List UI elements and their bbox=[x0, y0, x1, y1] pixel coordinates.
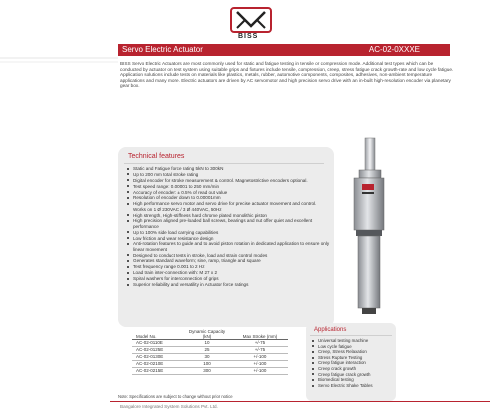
list-item: High precision aligned pre-loaded ball screws, bearings and nut offer quiet and excellent performance bbox=[126, 218, 330, 229]
divider bbox=[124, 163, 324, 164]
table-cell: +/-100 bbox=[232, 368, 288, 375]
intro-paragraph: BISS Servo Electric Actuators are most commonly used for static and fatigue testing in tensile or compression mode. Additional test types which can be conducted by actuator on test system using suitable grips and fixtures include tensile, compression, creep, stress fatigue crack growth-rate and low cycle fatigue. Application solutions include tests on materials like plastics, metals, rubber, automotive components, composites, adhesives, non-ambient temperature applications and many more. Electric actuators are driven by AC servomotor and high precision servo drive with an in-built high-resolution encoder via planetary gear box. bbox=[120, 61, 454, 89]
divider bbox=[310, 335, 392, 336]
table-row bbox=[132, 368, 288, 375]
table-row bbox=[132, 347, 288, 354]
table-cell: 30 bbox=[182, 354, 232, 361]
list-item: Generates standard waveform; sine, ramp, triangle and square bbox=[126, 258, 330, 263]
table-cell: AC-02-0215E bbox=[132, 368, 182, 375]
page-title: Servo Electric Actuator bbox=[122, 45, 203, 54]
table-cell: 100 bbox=[182, 361, 232, 368]
table-cell: AC-02-0130E bbox=[132, 354, 182, 361]
list-item: Digital encoder for stroke measurement & control. Magnetostrictive encoders optional. bbox=[126, 178, 330, 183]
column-header-model: Model No. bbox=[136, 334, 157, 339]
applications-panel bbox=[306, 323, 396, 401]
column-header-stroke: Max Stroke (mm) bbox=[242, 334, 278, 339]
table-row bbox=[132, 354, 288, 361]
footer-divider bbox=[110, 401, 490, 402]
list-item: Anti-rotation features to guide and to avoid piston rotation in dedicated application to ensure only linear movement bbox=[126, 241, 330, 252]
list-item: High performance servo motor and servo drive for precise actuator movement and control. Works on 1 Ø 230VAC / 3 Ø 440VAC, 50Hz bbox=[126, 201, 330, 212]
technical-features-title: Technical features bbox=[128, 153, 185, 160]
list-item: Creep, Stress Relaxation bbox=[312, 349, 373, 355]
table-row bbox=[132, 361, 288, 368]
table-cell: +/-75 bbox=[232, 340, 288, 347]
table-row bbox=[132, 340, 288, 347]
footer-company-name: Bangalore Integrated System Solutions Pvt. Ltd. bbox=[120, 404, 218, 409]
list-item: Creep crack growth bbox=[312, 366, 373, 372]
list-item: High strength, High-stiffness hard chrome plated monolithic piston bbox=[126, 213, 330, 218]
technical-features-list bbox=[126, 166, 330, 288]
table-cell: AC-02-0110E bbox=[132, 340, 182, 347]
product-code: AC-02-0XXXE bbox=[368, 45, 420, 54]
list-item: Creep fatigue interaction bbox=[312, 360, 373, 366]
table-cell: +/-100 bbox=[232, 361, 288, 368]
specification-note: Note: Specifications are subject to change without prior notice bbox=[118, 394, 233, 399]
list-item: Stress Rupture Testing bbox=[312, 355, 373, 361]
table-cell: +/-100 bbox=[232, 354, 288, 361]
column-header-capacity: Dynamic Capacity (kN) bbox=[188, 329, 226, 339]
table-cell: AC-02-0125E bbox=[132, 347, 182, 354]
list-item: Biomedical testing bbox=[312, 377, 373, 383]
list-item: Resolution of encoder down to 0.00001mm bbox=[126, 195, 330, 200]
title-bar bbox=[118, 44, 450, 56]
table-cell: 300 bbox=[182, 368, 232, 375]
list-item: Test speed range: 0.00001 to 250 mm/min bbox=[126, 184, 330, 189]
applications-list bbox=[312, 338, 373, 388]
decorative-pattern-icon bbox=[0, 56, 118, 68]
list-item: Spiral washers for interconnection of grips bbox=[126, 276, 330, 281]
list-item: Load train inter-connection with: M 27 x 2 bbox=[126, 270, 330, 275]
list-item: Up to 200 mm total stroke rating bbox=[126, 172, 330, 177]
actuator-product-image bbox=[342, 136, 398, 316]
logo-text: BISS bbox=[238, 33, 259, 40]
list-item: Test frequency range 0.001 to 2 Hz bbox=[126, 264, 330, 269]
table-cell: +/-75 bbox=[232, 347, 288, 354]
list-item: Static and Fatigue force rating 5kN to 300kN bbox=[126, 166, 330, 171]
list-item: Superior reliability and versatility in Actuator force ratings bbox=[126, 282, 330, 287]
list-item: Creep fatigue crack growth bbox=[312, 372, 373, 378]
table-cell: AC-02-0210E bbox=[132, 361, 182, 368]
technical-features-panel bbox=[118, 147, 334, 327]
list-item: Accuracy of encoder: ± 0.5% of read out value bbox=[126, 190, 330, 195]
biss-logo-icon bbox=[223, 6, 279, 36]
model-spec-table bbox=[132, 329, 288, 375]
list-item: Servo Electric Shake Tables bbox=[312, 383, 373, 389]
list-item: Low friction and wear resistance design bbox=[126, 236, 330, 241]
applications-title: Applications bbox=[314, 327, 347, 333]
list-item: Low cycle fatigue bbox=[312, 344, 373, 350]
list-item: Designed to conduct tests in stroke, load and strain control modes bbox=[126, 253, 330, 258]
list-item: Universal testing machine bbox=[312, 338, 373, 344]
table-cell: 10 bbox=[182, 340, 232, 347]
list-item: Up to 100% side load carrying capabilities bbox=[126, 230, 330, 235]
table-cell: 25 bbox=[182, 347, 232, 354]
table-header-row bbox=[132, 329, 288, 340]
